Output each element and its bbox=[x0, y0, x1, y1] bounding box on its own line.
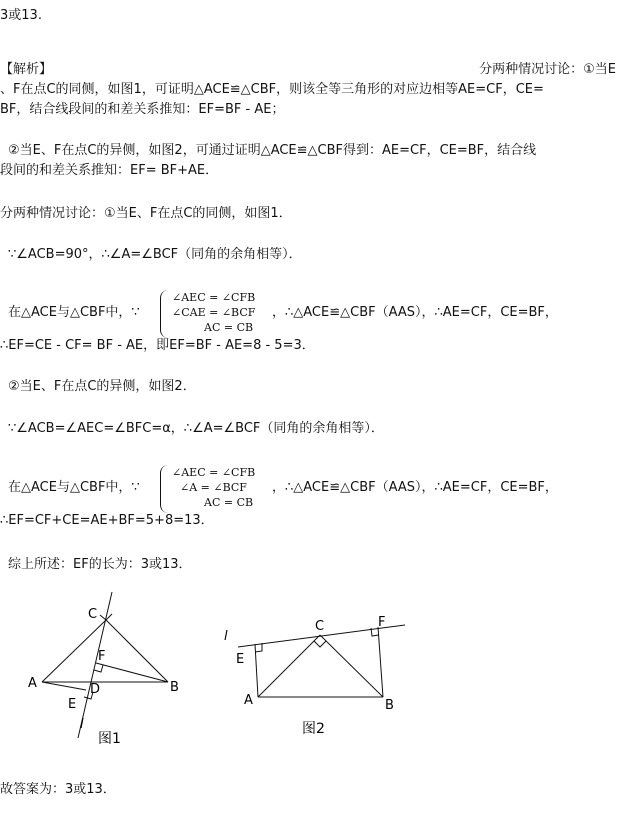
solution-line-7b: ，∴△ACE≌△CBF（AAS），∴AE=CF，CE=BF， bbox=[272, 480, 558, 495]
label-F: F bbox=[98, 649, 106, 664]
segment-BF bbox=[96, 663, 168, 682]
label-l: l bbox=[224, 629, 228, 644]
sys1-row-3: AC = CB bbox=[204, 321, 254, 334]
sys2-row-3: AC = CB bbox=[204, 496, 254, 509]
solution-line-2: ∵∠ACB=90°，∴∠A=∠BCF（同角的余角相等）． bbox=[8, 247, 302, 262]
solution-line-1: 分两种情况讨论：①当E、F在点C的同侧，如图1． bbox=[0, 206, 292, 221]
solution-line-5: ②当E、F在点C的异侧，如图2． bbox=[8, 379, 196, 394]
equation-system-2 bbox=[160, 465, 272, 515]
right-angle-F bbox=[94, 665, 103, 672]
brace-2 bbox=[160, 465, 171, 513]
analysis-right-text: 分两种情况讨论：①当E bbox=[479, 62, 616, 77]
label-B: B bbox=[170, 680, 179, 695]
sys1-row-1: ∠AEC = ∠CFB bbox=[172, 291, 256, 304]
segment-AE bbox=[42, 682, 86, 690]
label-B: B bbox=[385, 698, 394, 713]
equation-system-1 bbox=[160, 290, 272, 340]
label-A: A bbox=[244, 693, 253, 708]
figure-2-caption: 图2 bbox=[302, 721, 325, 737]
figure-1 bbox=[20, 590, 190, 755]
segment-FB bbox=[378, 627, 383, 697]
solution-line-7a: 在△ACE与△CBF中，∵ bbox=[8, 480, 140, 495]
right-angle-C bbox=[314, 641, 326, 647]
segment-CB bbox=[320, 635, 383, 697]
analysis-line-5: 段间的和差关系推知：EF= BF+AE． bbox=[0, 163, 219, 178]
sys1-row-2: ∠CAE = ∠BCF bbox=[172, 306, 256, 319]
label-l: l bbox=[80, 717, 84, 732]
analysis-line-3: BF，结合线段间的和差关系推知：EF=BF - AE； bbox=[0, 102, 285, 117]
answer-top: 3或13. bbox=[0, 8, 42, 23]
solution-line-9: 综上所述：EF的长为：3或13． bbox=[8, 557, 192, 572]
label-E: E bbox=[68, 697, 77, 712]
label-A: A bbox=[28, 676, 37, 691]
solution-line-3b: ，∴△ACE≌△CBF（AAS），∴AE=CF，CE=BF， bbox=[272, 305, 558, 320]
segment-AC bbox=[42, 620, 106, 682]
solution-line-6: ∵∠ACB=∠AEC=∠BFC=α，∴∠A=∠BCF（同角的余角相等）． bbox=[8, 421, 384, 436]
label-E: E bbox=[236, 652, 245, 667]
analysis-tag: 【解析】 bbox=[0, 62, 53, 77]
segment-AC bbox=[258, 635, 320, 697]
label-C: C bbox=[88, 607, 98, 622]
label-D: D bbox=[90, 682, 101, 697]
label-C: C bbox=[315, 619, 325, 634]
segment-CB bbox=[106, 620, 168, 682]
figure-2 bbox=[220, 610, 420, 745]
figure-1-caption: 图1 bbox=[98, 731, 121, 747]
final-answer: 故答案为：3或13． bbox=[0, 782, 116, 797]
analysis-line-2: 、F在点C的同侧，如图1，可证明△ACE≌△CBF，则该全等三角形的对应边相等AE=CF，CE= bbox=[0, 82, 544, 97]
sys2-row-2: ∠A = ∠BCF bbox=[180, 481, 247, 494]
analysis-line-4: ②当E、F在点C的异侧，如图2，可通过证明△ACE≌△CBF得到：AE=CF，CE=BF，结合线 bbox=[8, 143, 537, 158]
brace-1 bbox=[160, 290, 171, 338]
solution-line-3a: 在△ACE与△CBF中，∵ bbox=[8, 305, 140, 320]
solution-line-8: ∴EF=CF+CE=AE+BF=5+8=13． bbox=[0, 513, 214, 528]
solution-line-4: ∴EF=CE - CF= BF - AE，即EF=BF - AE=8 - 5=3． bbox=[0, 338, 315, 353]
label-F: F bbox=[378, 615, 386, 630]
sys2-row-1: ∠AEC = ∠CFB bbox=[172, 466, 256, 479]
